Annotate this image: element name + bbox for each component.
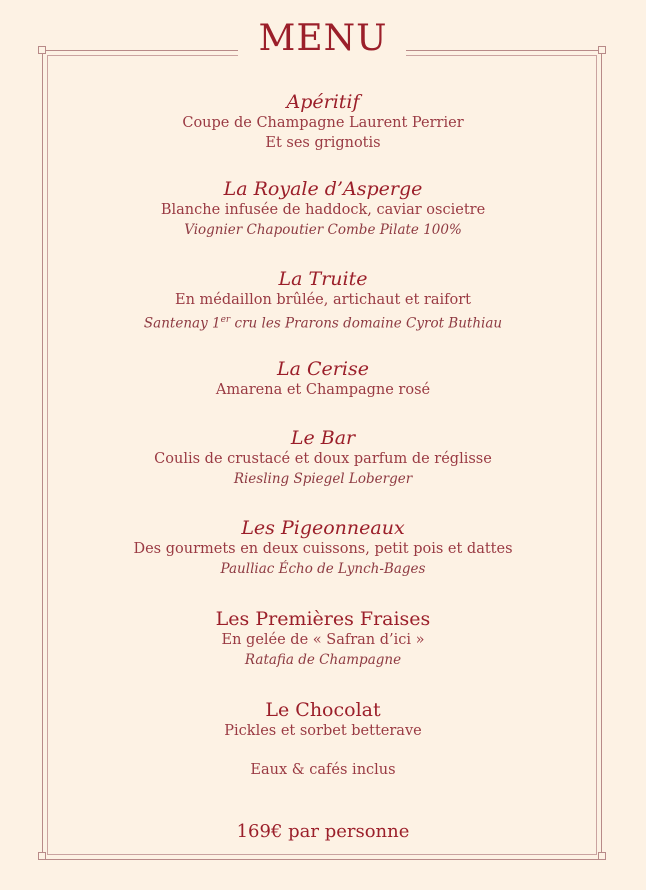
course-description: Amarena et Champagne rosé	[215, 382, 431, 398]
course-name: Apéritif	[286, 91, 360, 113]
course-name: Le Chocolat	[265, 699, 381, 721]
wine-pairing: Riesling Spiegel Loberger	[233, 471, 413, 487]
course-description: Coulis de crustacé et doux parfum de réglisse	[154, 451, 492, 467]
course-description: Des gourmets en deux cuissons, petit pois et dattes	[133, 541, 513, 557]
course-description: Blanche infusée de haddock, caviar oscietre	[160, 202, 486, 218]
included-note: Eaux & cafés inclus	[250, 762, 396, 778]
course-name: Le Bar	[290, 427, 356, 449]
course-royale-asperge	[60, 178, 586, 241]
wine-pairing: Paulliac Écho de Lynch-Bages	[220, 561, 426, 577]
course-description: Et ses grignotis	[265, 135, 381, 151]
corner-ornament	[598, 852, 606, 860]
price: 169€ par personne	[236, 821, 410, 842]
course-premieres-fraises	[60, 608, 586, 671]
course-description: Pickles et sorbet betterave	[224, 723, 422, 739]
course-bar	[60, 427, 586, 490]
wine-superscript: er	[220, 315, 231, 325]
corner-ornament	[38, 852, 46, 860]
wine-pairing: Ratafia de Champagne	[244, 652, 402, 668]
wine-rest: cru les Prarons domaine Cyrot Buthiau	[230, 315, 503, 332]
course-description: Coupe de Champagne Laurent Perrier	[182, 115, 464, 131]
course-name: La Royale d’Asperge	[223, 178, 423, 200]
course-cerise	[60, 358, 586, 400]
course-aperitif	[60, 91, 586, 153]
wine-prefix: Santenay 1	[143, 315, 221, 332]
page-title: MENU	[258, 18, 388, 59]
course-description: En gelée de « Safran d’ici »	[221, 632, 425, 648]
course-pigeonneaux	[60, 517, 586, 580]
course-name: Les Premières Fraises	[215, 608, 431, 630]
course-name: La Truite	[278, 268, 368, 290]
wine-pairing	[60, 310, 586, 335]
course-truite	[60, 268, 586, 335]
course-description: En médaillon brûlée, artichaut et raifort	[175, 292, 471, 308]
course-chocolat	[60, 699, 586, 741]
wine-pairing: Viognier Chapoutier Combe Pilate 100%	[184, 222, 462, 238]
course-name: La Cerise	[277, 358, 369, 380]
course-name: Les Pigeonneaux	[241, 517, 405, 539]
